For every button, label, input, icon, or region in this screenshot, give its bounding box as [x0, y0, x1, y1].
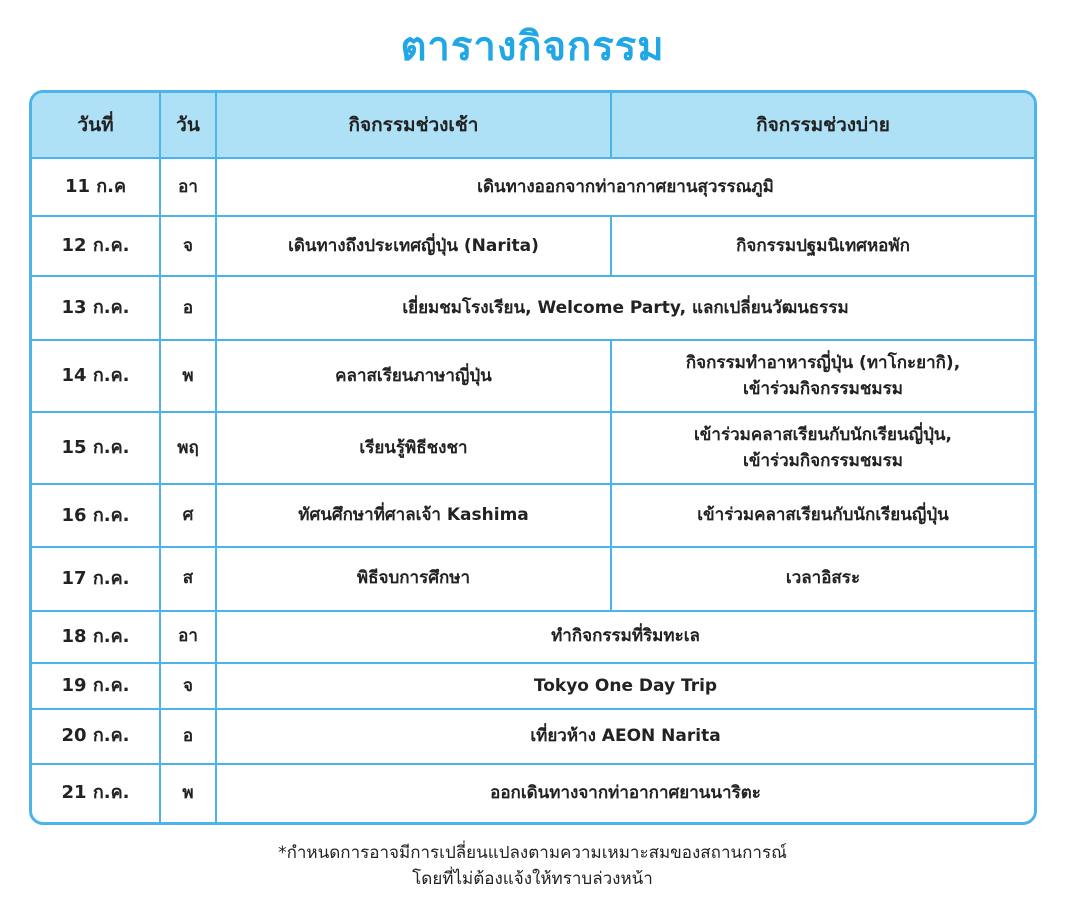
row-date: 16 ก.ค. — [32, 484, 160, 546]
row-afternoon-activity — [611, 340, 1034, 412]
row-date: 20 ก.ค. — [32, 709, 160, 764]
table-row — [32, 216, 1034, 276]
table-header-row — [32, 93, 1034, 158]
header-morning: กิจกรรมช่วงเช้า — [216, 93, 611, 158]
row-day: อ — [160, 709, 216, 764]
row-morning-activity: คลาสเรียนภาษาญี่ปุ่น — [216, 340, 611, 412]
row-day: จ — [160, 663, 216, 709]
footnote-line-2: โดยที่ไม่ต้องแจ้งให้ทราบล่วงหน้า — [412, 869, 653, 889]
row-date: 19 ก.ค. — [32, 663, 160, 709]
page-title: ตารางกิจกรรม — [400, 24, 665, 70]
row-date: 18 ก.ค. — [32, 611, 160, 663]
header-day: วัน — [160, 93, 216, 158]
header-date: วันที่ — [32, 93, 160, 158]
row-morning-activity: พิธีจบการศึกษา — [216, 547, 611, 611]
row-day: พ — [160, 340, 216, 412]
table-row — [32, 709, 1034, 764]
footnote-line-1: *กำหนดการอาจมีการเปลี่ยนแปลงตามความเหมาะสมของสถานการณ์ — [278, 843, 787, 863]
header-afternoon: กิจกรรมช่วงบ่าย — [611, 93, 1034, 158]
footnote — [0, 840, 1065, 892]
row-date: 12 ก.ค. — [32, 216, 160, 276]
row-date: 17 ก.ค. — [32, 547, 160, 611]
row-day: พ — [160, 764, 216, 822]
table-row — [32, 547, 1034, 611]
row-day: พฤ — [160, 412, 216, 484]
row-day: อา — [160, 158, 216, 216]
row-date: 14 ก.ค. — [32, 340, 160, 412]
row-full-day-activity: Tokyo One Day Trip — [216, 663, 1034, 709]
row-day: จ — [160, 216, 216, 276]
row-morning-activity: ทัศนศึกษาที่ศาลเจ้า Kashima — [216, 484, 611, 546]
row-day: อ — [160, 276, 216, 340]
afternoon-line-1: เข้าร่วมคลาสเรียนกับนักเรียนญี่ปุ่น, — [694, 425, 952, 446]
row-full-day-activity: เยี่ยมชมโรงเรียน, Welcome Party, แลกเปลี่ยนวัฒนธรรม — [216, 276, 1034, 340]
table-row — [32, 484, 1034, 546]
table-row — [32, 663, 1034, 709]
row-date: 21 ก.ค. — [32, 764, 160, 822]
table-row — [32, 412, 1034, 484]
row-date: 13 ก.ค. — [32, 276, 160, 340]
row-afternoon-activity: เข้าร่วมคลาสเรียนกับนักเรียนญี่ปุ่น — [611, 484, 1034, 546]
row-afternoon-activity: เวลาอิสระ — [611, 547, 1034, 611]
afternoon-line-1: กิจกรรมทำอาหารญี่ปุ่น (ทาโกะยากิ), — [685, 352, 961, 373]
table-row — [32, 764, 1034, 822]
row-date: 11 ก.ค — [64, 176, 127, 198]
schedule-table — [29, 90, 1037, 825]
row-morning-activity: เดินทางถึงประเทศญี่ปุ่น (Narita) — [216, 216, 611, 276]
row-morning-activity: เรียนรู้พิธีชงชา — [216, 412, 611, 484]
table-row — [32, 611, 1034, 663]
row-afternoon-activity — [611, 412, 1034, 484]
row-afternoon-activity: กิจกรรมปฐมนิเทศหอพัก — [611, 216, 1034, 276]
afternoon-line-2: เข้าร่วมกิจกรรมชมรม — [743, 379, 903, 400]
row-day: ส — [160, 547, 216, 611]
table-row — [32, 276, 1034, 340]
row-full-day-activity: ทำกิจกรรมที่ริมทะเล — [216, 611, 1034, 663]
row-date: 15 ก.ค. — [32, 412, 160, 484]
table-row — [32, 158, 1034, 216]
table-row — [32, 340, 1034, 412]
row-full-day-activity: ออกเดินทางจากท่าอากาศยานนาริตะ — [216, 764, 1034, 822]
row-day: อา — [160, 611, 216, 663]
row-full-day-activity: เดินทางออกจากท่าอากาศยานสุวรรณภูมิ — [216, 158, 1034, 216]
row-day: ศ — [160, 484, 216, 546]
row-full-day-activity: เที่ยวห้าง AEON Narita — [216, 709, 1034, 764]
afternoon-line-2: เข้าร่วมกิจกรรมชมรม — [743, 451, 903, 472]
